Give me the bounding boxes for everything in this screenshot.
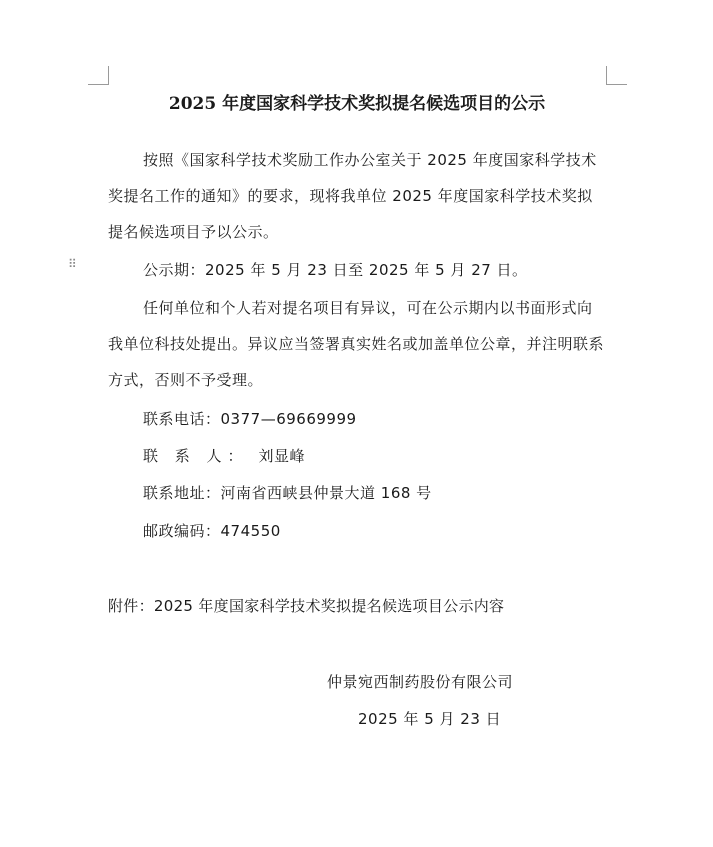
contact-address-label: 联系地址： — [143, 484, 221, 502]
publicity-period: 公示期：2025 年 5 月 23 日至 2025 年 5 月 27 日。 — [143, 261, 528, 279]
contact-address-line — [143, 481, 432, 505]
signature-date: 2025 年 5 月 23 日 — [358, 710, 502, 728]
contact-phone-line — [143, 407, 357, 431]
signature-organization: 仲景宛西制药股份有限公司 — [327, 673, 514, 691]
page-corner-mark-left — [88, 66, 109, 85]
contact-phone-label: 联系电话： — [143, 410, 221, 428]
contact-person-value: 刘显峰 — [258, 447, 306, 465]
contact-postcode-value: 474550 — [220, 522, 281, 540]
contact-person-label: 联 系 人： — [143, 447, 249, 465]
contact-person-line — [143, 444, 305, 468]
contact-postcode-line — [143, 519, 281, 543]
objection-paragraph-block — [108, 290, 606, 398]
objection-paragraph: 任何单位和个人若对提名项目有异议，可在公示期内以书面形式向我单位科技处提出。异议应当签署真实姓名或加盖单位公章，并注明联系方式，否则不予受理。 — [108, 299, 605, 389]
paragraph-drag-handle-icon[interactable]: ⠿ — [68, 257, 78, 271]
intro-paragraph-block — [108, 142, 606, 250]
document-title: 2025 年度国家科学技术奖拟提名候选项目的公示 — [168, 94, 546, 114]
attachment-line: 附件：2025 年度国家科学技术奖拟提名候选项目公示内容 — [108, 597, 505, 615]
contact-postcode-label: 邮政编码： — [143, 522, 221, 540]
intro-paragraph: 按照《国家科学技术奖励工作办公室关于 2025 年度国家科学技术奖提名工作的通知》的要求，现将我单位 2025 年度国家科学技术奖拟提名候选项目予以公示。 — [108, 151, 597, 241]
contact-address-value: 河南省西峡县仲景大道 168 号 — [220, 484, 432, 502]
contact-phone-value: 0377—69669999 — [220, 410, 357, 428]
page-corner-mark-right — [606, 66, 627, 85]
